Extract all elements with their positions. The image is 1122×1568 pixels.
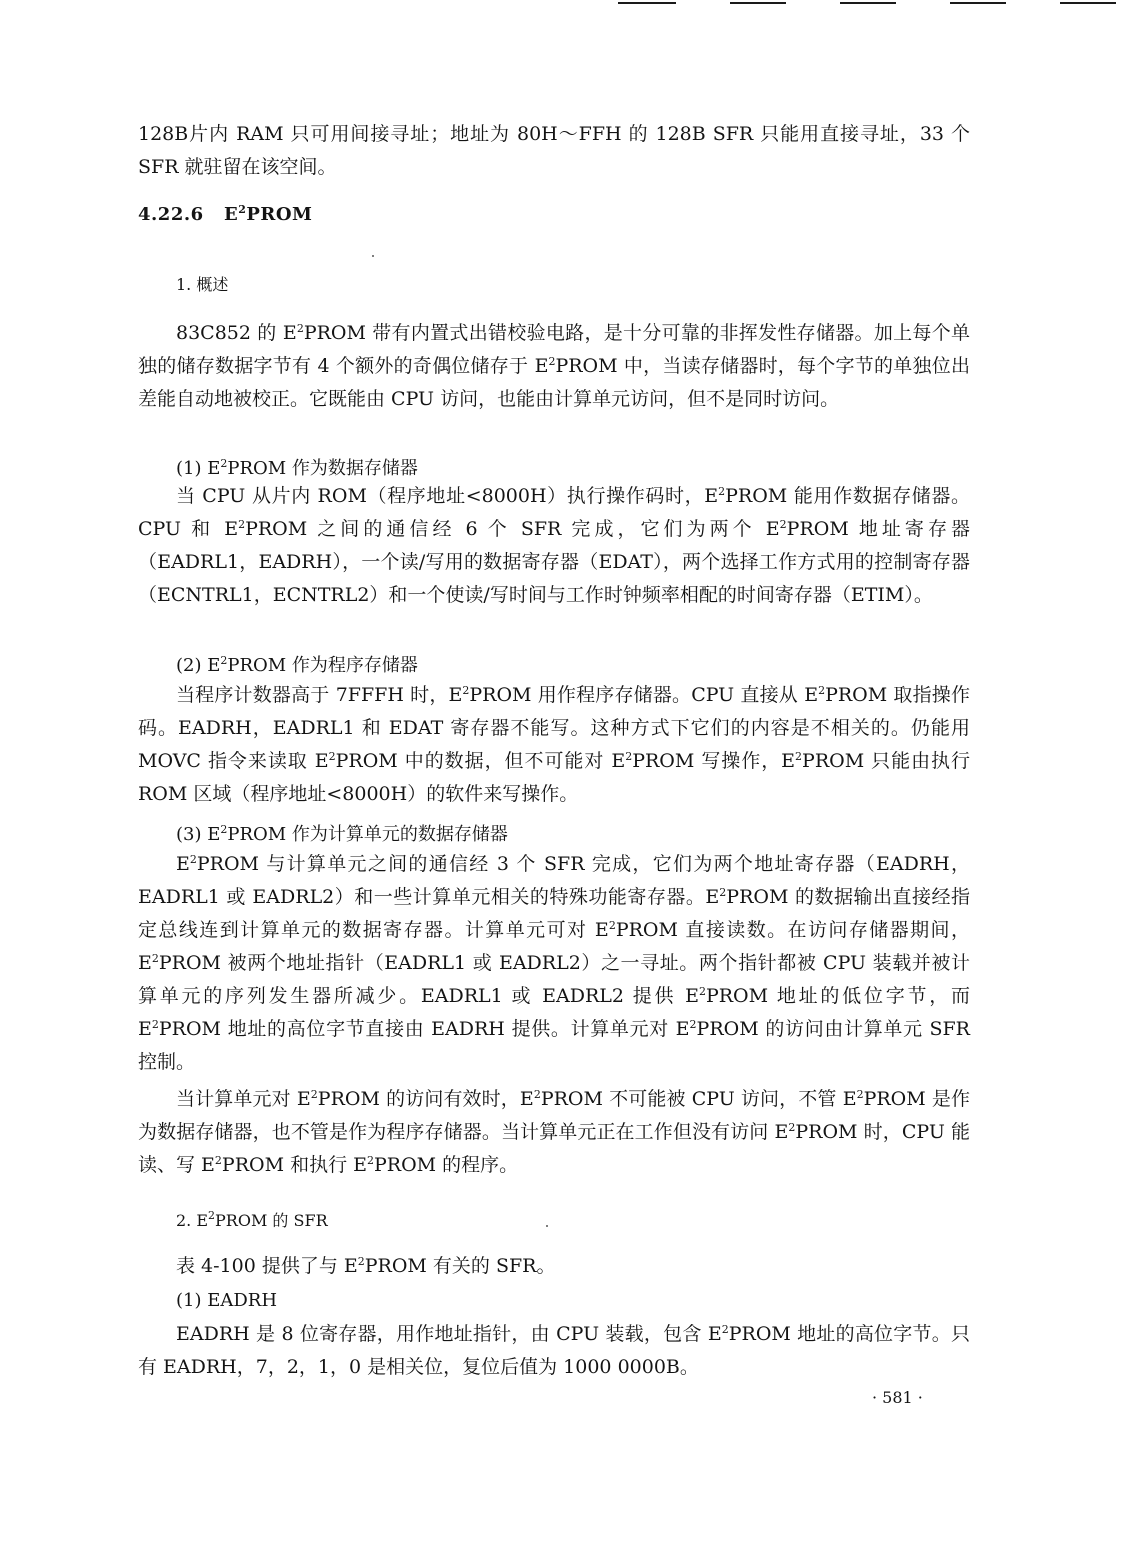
eadrh-paragraph: EADRH 是 8 位寄存器，用作地址指针，由 CPU 装载，包含 $E^2PROM$ 地址的高位字节。只有 EADRH，7，2，1，0 是相关位，复位后值为 1000 0000B。 xyxy=(138,1323,970,1378)
subsection-sfr-title: 2. $E^2PROM$ 的 SFR xyxy=(176,1209,328,1230)
top-rule xyxy=(950,2,1006,4)
section-title: $E^2PROM$ xyxy=(223,203,313,225)
section-heading xyxy=(138,204,312,225)
compute-unit-paragraph: $E^2PROM$ 与计算单元之间的通信经 3 个 SFR 完成，它们为两个地址寄存器（EADRH，EADRL1 或 EADRL2）和一些计算单元相关的特殊功能寄存器。$E^2PROM$ 的数据输出直接经指定总线连到计算单元的数据寄存器。计算单元可对 $E^2PROM$ 直接读数。在访问存储器期间，$E^2PROM$ 被两个地址指针（EADRL1 或 EADRL2）之一寻址。两个指针都被 CPU 装载并被计算单元的序列发生器所减少。EADRL1 或 EADRL2 提供 $E^2PROM$ 地址的低位字节，而 $E^2PROM$ 地址的高位字节直接由 EADRH 提供。计算单元对 $E^2PROM$ 的访问由计算单元 SFR 控制。 xyxy=(138,853,970,1073)
heading-program-memory: (2) $E^2PROM$ 作为程序存储器 xyxy=(176,654,418,676)
subsection-overview-title: 1. 概述 xyxy=(176,275,229,294)
heading-eadrh: (1) EADRH xyxy=(176,1290,278,1311)
section-number: 4.22.6 xyxy=(138,204,204,225)
intro-paragraph: 128B片内 RAM 只可用间接寻址；地址为 80H～FFH 的 128B SFR 只能用直接寻址，33 个 SFR 就驻留在该空间。 xyxy=(138,123,970,178)
heading-compute-unit-memory: (3) $E^2PROM$ 作为计算单元的数据存储器 xyxy=(176,823,508,845)
top-rule xyxy=(840,2,896,4)
overview-paragraph: 83C852 的 $E^2PROM$ 带有内置式出错校验电路，是十分可靠的非挥发性存储器。加上每个单独的储存数据字节有 4 个额外的奇偶位储存于 $E^2PROM$ 中，当读存储器时，每个字节的单独位出差能自动地被校正。它既能由 CPU 访问，也能由计算单元访问，但不是同时访问。 xyxy=(138,322,971,410)
page-number: · 581 · xyxy=(872,1388,923,1407)
access-conflict-paragraph: 当计算单元对 $E^2PROM$ 的访问有效时，$E^2PROM$ 不可能被 CPU 访问，不管 $E^2PROM$ 是作为数据存储器，也不管是作为程序存储器。当计算单元正在工作但没有访问 $E^2PROM$ 时，CPU 能读、写 $E^2PROM$ 和执行 $E^2PROM$ 的程序。 xyxy=(138,1088,970,1176)
top-rule xyxy=(618,2,676,4)
data-memory-paragraph: 当 CPU 从片内 ROM（程序地址<8000H）执行操作码时，$E^2PROM$ 能用作数据存储器。CPU 和 $E^2PROM$ 之间的通信经 6 个 SFR 完成，它们为两个 $E^2PROM$ 地址寄存器（EADRL1，EADRH），一个读/写用的数据寄存器（EDAT），两个选择工作方式用的控制寄存器（ECNTRL1，ECNTRL2）和一个使读/写时间与工作时钟频率相配的时间寄存器（ETIM）。 xyxy=(138,485,970,606)
top-rule xyxy=(730,2,786,4)
sfr-intro-paragraph: 表 4-100 提供了与 $E^2PROM$ 有关的 SFR。 xyxy=(176,1255,556,1277)
scan-speck xyxy=(372,255,374,257)
heading-data-memory: (1) $E^2PROM$ 作为数据存储器 xyxy=(176,457,418,479)
top-rule xyxy=(1060,2,1116,4)
program-memory-paragraph: 当程序计数器高于 7FFFH 时，$E^2PROM$ 用作程序存储器。CPU 直接从 $E^2PROM$ 取指操作码。EADRH，EADRL1 和 EDAT 寄存器不能写。这种方式下它们的内容是不相关的。仍能用 MOVC 指令来读取 $E^2PROM$ 中的数据，但不可能对 $E^2PROM$ 写操作，$E^2PROM$ 只能由执行 ROM 区域（程序地址<8000H）的软件来写操作。 xyxy=(138,684,971,805)
scan-speck xyxy=(546,1225,548,1227)
